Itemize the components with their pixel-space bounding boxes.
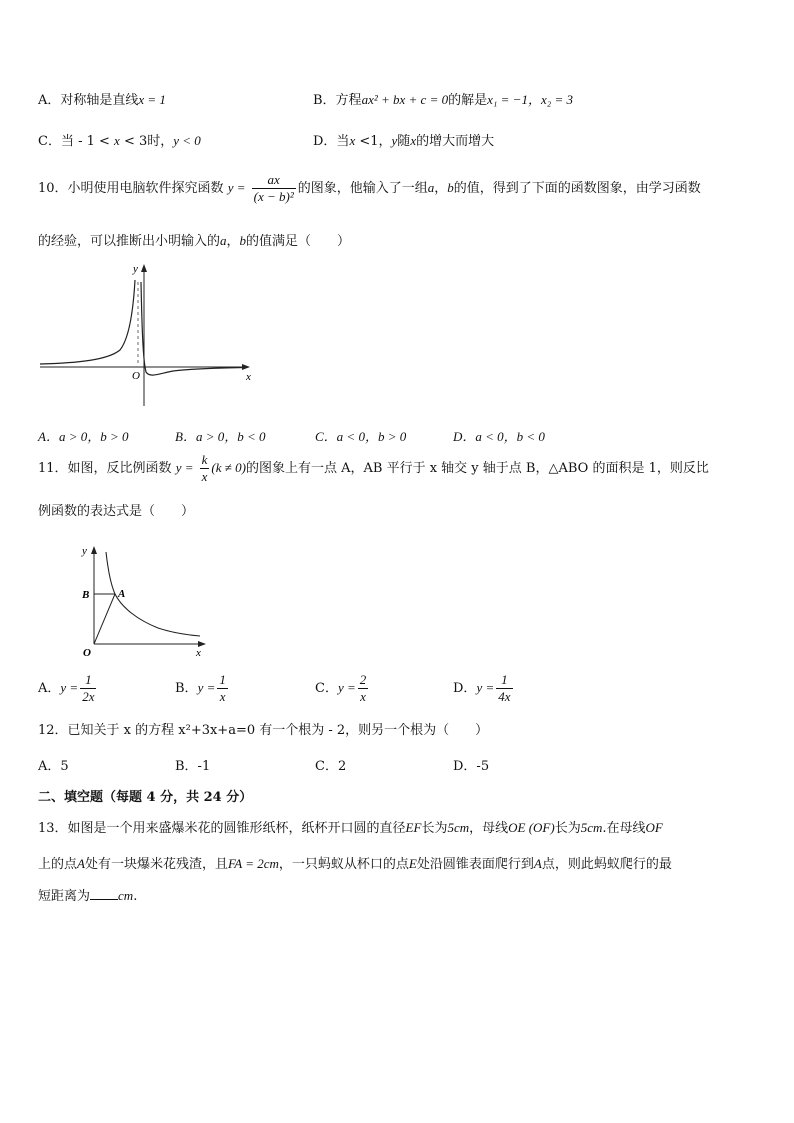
q11-point-b-label: B xyxy=(82,589,90,601)
q10-y-axis-arrow xyxy=(141,264,147,272)
q10-option-c: C．a < 0，b > 0 xyxy=(315,429,407,444)
q11-option-d: D．y = $\frac{1}{4x}$ xyxy=(453,672,511,704)
q11-y-axis-arrow xyxy=(91,546,97,554)
q11-stem-line2: 例函数的表达式是（ ） xyxy=(38,504,195,519)
q11-origin-label: O xyxy=(83,647,91,659)
q10-curve-left-branch xyxy=(40,280,135,364)
q9-option-a-math: x = 1 xyxy=(138,92,166,107)
q10-x-axis-arrow xyxy=(242,364,250,370)
section-title-fill-in: 二、填空题（每题 4 分，共 24 分） xyxy=(38,790,253,805)
q9-option-b-equation: ax² + bx + c = 0 xyxy=(361,92,449,107)
q11-function-fraction: $\frac{k}{x}$ xyxy=(201,452,208,484)
q11-y-label: y xyxy=(82,545,87,557)
q10-option-b: B．a > 0，b < 0 xyxy=(175,429,266,444)
q12-option-a: A．5 xyxy=(38,759,69,774)
q10-option-d: D．a < 0，b < 0 xyxy=(453,429,545,444)
q10-function-lhs: y = xyxy=(227,180,246,195)
q13-stem-line3: 短距离为 cm. xyxy=(38,888,138,904)
q10-option-a: A．a > 0，b > 0 xyxy=(38,429,129,444)
q11-point-a-label: A xyxy=(118,588,126,600)
q12-stem: 12．已知关于 x 的方程 x²+3x+a=0 有一个根为 - 2，则另一个根为（ ） xyxy=(38,723,489,738)
q10-x-label: x xyxy=(246,371,251,383)
q10-function-graph xyxy=(38,260,258,410)
q9-option-b-roots: x₁ = −1，x₂ = 3 xyxy=(487,92,574,107)
q12-option-d: D．-5 xyxy=(453,759,490,774)
q11-stem-line1: 11．如图，反比例函数 y = $\frac{k}{x}$ (k ≠ 0)的图象上有一点 A，AB 平行于 x 轴交 y 轴于点 B，△ABO 的面积是 1，则反比 xyxy=(38,452,709,484)
q11-option-c: C．y = $\frac{2}{x}$ xyxy=(315,672,367,704)
q9-option-d: D．当x <1，y随x的增大而增大 xyxy=(313,133,495,149)
q10-function-fraction: $\frac{ax}{\text{(x − b)²}}$ xyxy=(253,172,294,204)
q10-curve-right-branch xyxy=(141,282,243,375)
q10-stem-line2: 的经验，可以推断出小明输入的a，b的值满足（ ） xyxy=(38,233,351,249)
q11-function-graph xyxy=(78,540,210,660)
q13-answer-blank[interactable] xyxy=(90,887,118,900)
q11-x-label: x xyxy=(196,647,201,659)
q9-option-b: B．方程ax² + bx + c = 0的解是x₁ = −1，x₂ = 3 xyxy=(313,92,574,108)
q11-segment-ao xyxy=(94,594,115,644)
q12-option-b: B．-1 xyxy=(175,759,211,774)
q11-option-b: B．y = $\frac{1}{x}$ xyxy=(175,672,226,704)
q11-option-a: A．y = $\frac{1}{2x}$ xyxy=(38,672,95,704)
q12-option-c: C．2 xyxy=(315,759,347,774)
q10-y-label: y xyxy=(133,263,138,275)
q10-origin-label: O xyxy=(132,370,140,382)
q13-stem-line1: 13．如图是一个用来盛爆米花的圆锥形纸杯，纸杯开口圆的直径EF长为5cm，母线OE (OF)长为5cm.在母线OF xyxy=(38,820,663,836)
q9-option-a: A．对称轴是直线x = 1 xyxy=(38,92,166,108)
q13-stem-line2: 上的点A处有一块爆米花残渣，且FA = 2cm，一只蚂蚁从杯口的点E处沿圆锥表面爬行到A点，则此蚂蚁爬行的最 xyxy=(38,856,672,872)
q10-stem-line1: 10．小明使用电脑软件探究函数 y = $\frac{ax}{\text{(x − b)²}}$ 的图象，他输入了一组a，b的值，得到了下面的函数图象，由学习函数 xyxy=(38,172,701,204)
q9-option-c: C．当 - 1 < x < 3时，y < 0 xyxy=(38,133,201,149)
